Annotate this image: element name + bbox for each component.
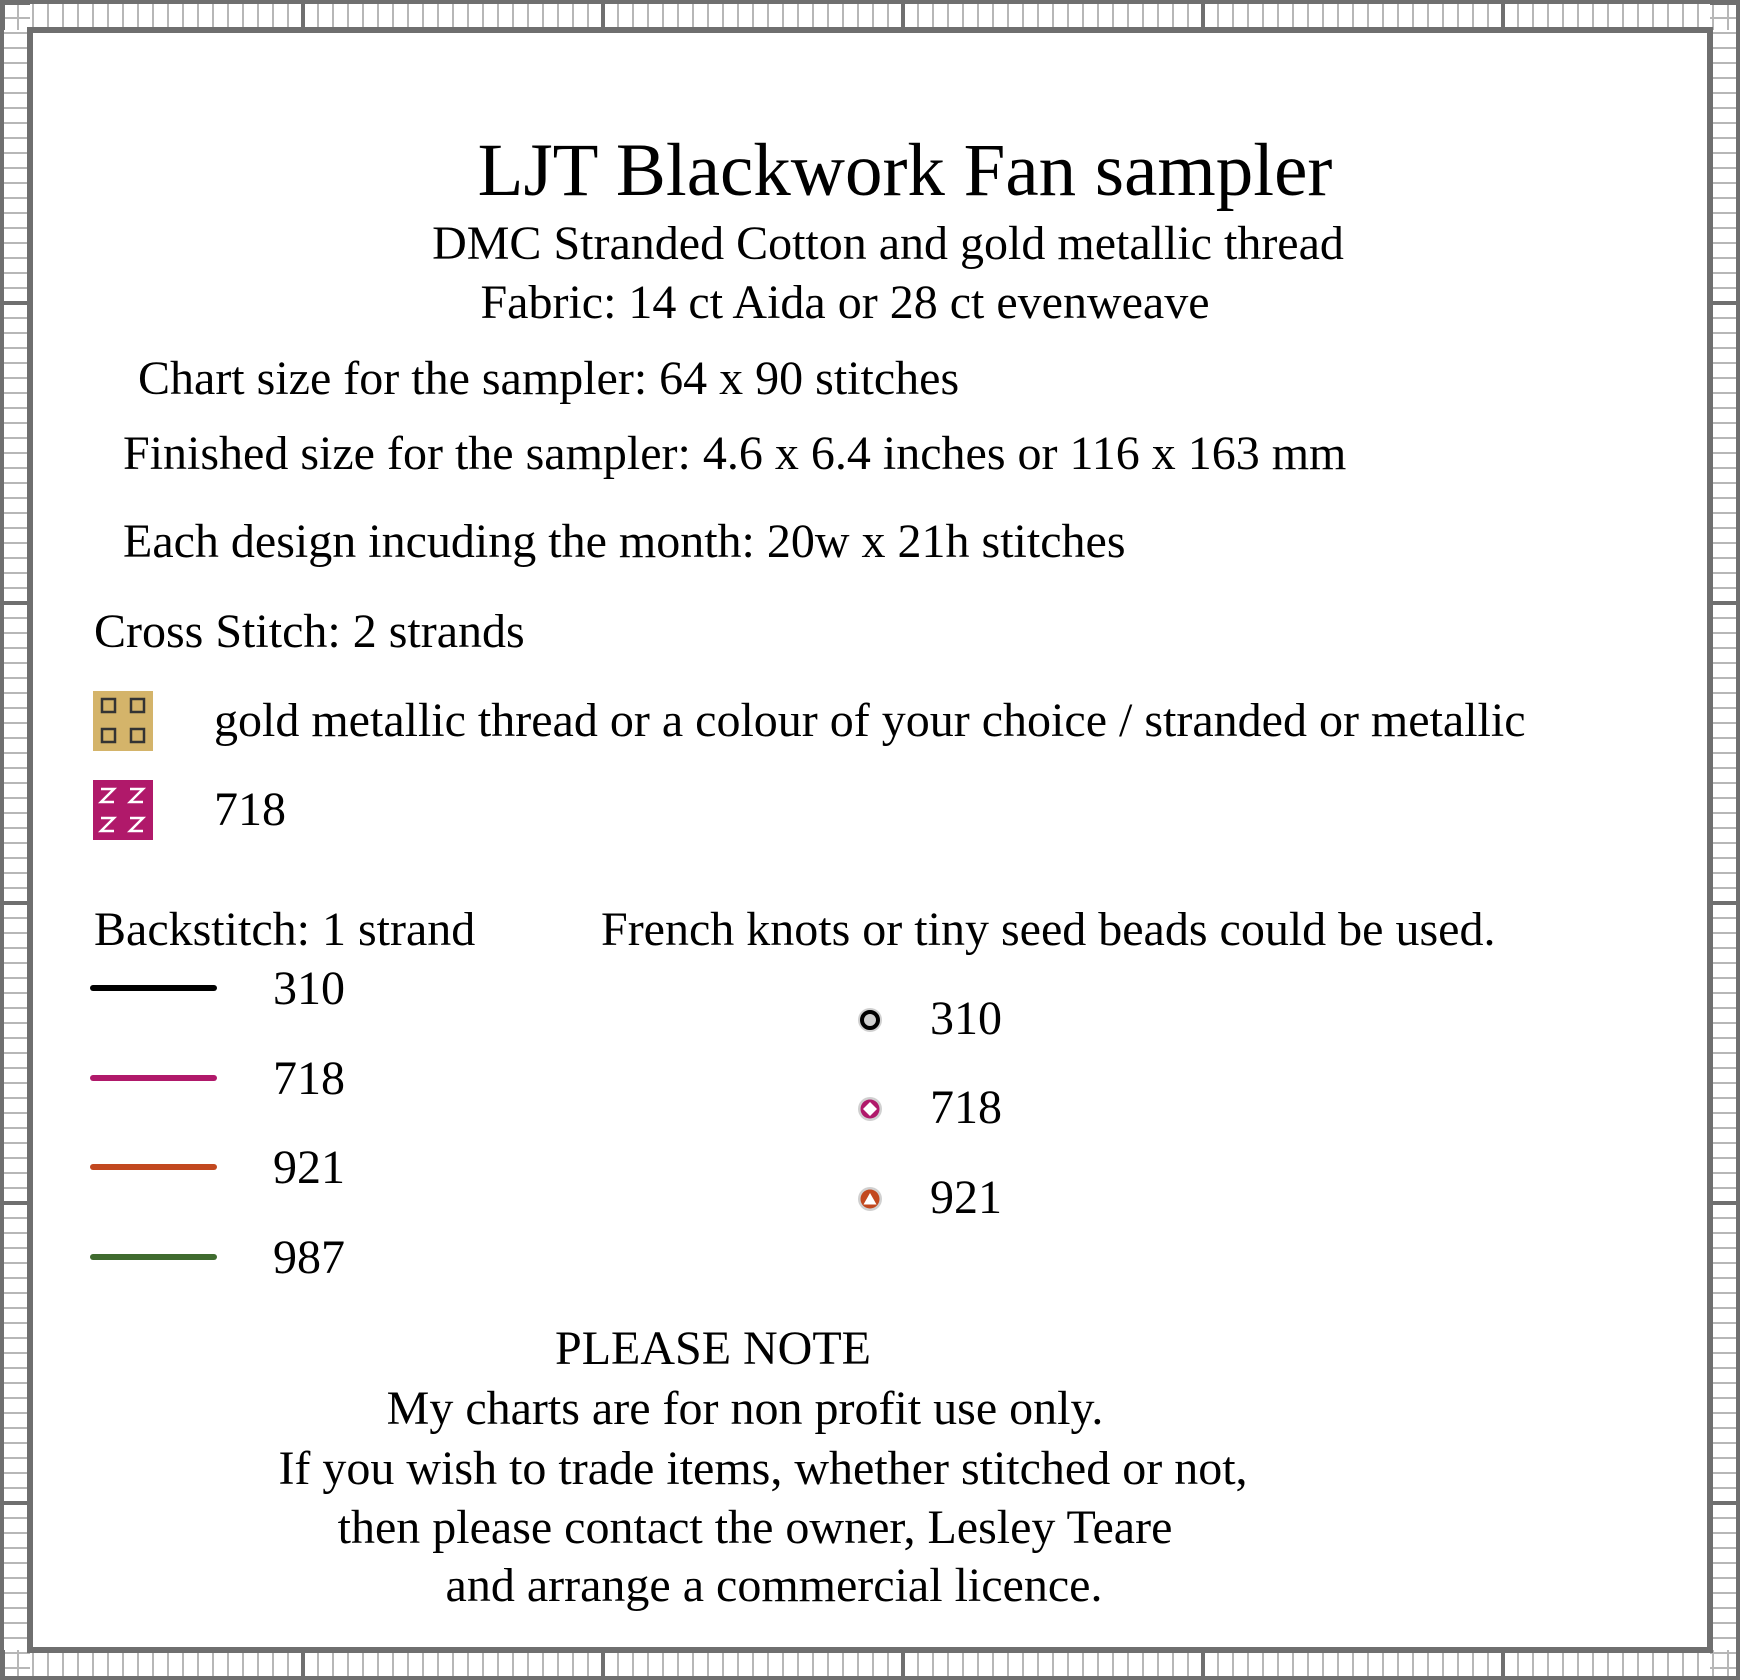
note-line-2: If you wish to trade items, whether stitched or not, (278, 1442, 1248, 1495)
cross-stitch-heading: Cross Stitch: 2 strands (94, 605, 525, 658)
finished-size-info: Finished size for the sampler: 4.6 x 6.4 inches or 116 x 163 mm (123, 427, 1347, 480)
backstitch-heading: Backstitch: 1 strand (94, 903, 476, 956)
chart-size-info: Chart size for the sampler: 64 x 90 stitches (138, 352, 960, 405)
backstitch-987-line (90, 1254, 217, 1260)
backstitch-718-label: 718 (273, 1052, 345, 1105)
fabric-info: Fabric: 14 ct Aida or 28 ct evenweave (480, 276, 1210, 329)
backstitch-987-label: 987 (273, 1231, 345, 1284)
backstitch-310-label: 310 (273, 962, 345, 1015)
note-heading: PLEASE NOTE (555, 1322, 871, 1375)
knot-310-label: 310 (930, 992, 1002, 1045)
z-symbol-swatch-icon (93, 780, 153, 840)
gold-squares-swatch-icon (93, 691, 153, 751)
french-knots-heading: French knots or tiny seed beads could be used. (601, 903, 1496, 956)
backstitch-310-line (90, 985, 217, 991)
backstitch-921-label: 921 (273, 1141, 345, 1194)
diamond-icon (856, 1095, 884, 1123)
page-title: LJT Blackwork Fan sampler (477, 129, 1333, 212)
note-line-3: then please contact the owner, Lesley Teare (337, 1501, 1173, 1554)
cross-718-label: 718 (214, 783, 286, 836)
note-line-4: and arrange a commercial licence. (445, 1559, 1103, 1612)
knot-921-label: 921 (930, 1171, 1002, 1224)
triangle-icon (856, 1185, 884, 1213)
gold-thread-label: gold metallic thread or a colour of your choice / stranded or metallic (214, 694, 1526, 747)
design-size-info: Each design incuding the month: 20w x 21h stitches (123, 515, 1126, 568)
page-subtitle: DMC Stranded Cotton and gold metallic thread (432, 217, 1344, 270)
note-line-1: My charts are for non profit use only. (386, 1382, 1104, 1435)
circle-icon (856, 1006, 884, 1034)
backstitch-921-line (90, 1164, 217, 1170)
knot-718-label: 718 (930, 1081, 1002, 1134)
backstitch-718-line (90, 1075, 217, 1081)
